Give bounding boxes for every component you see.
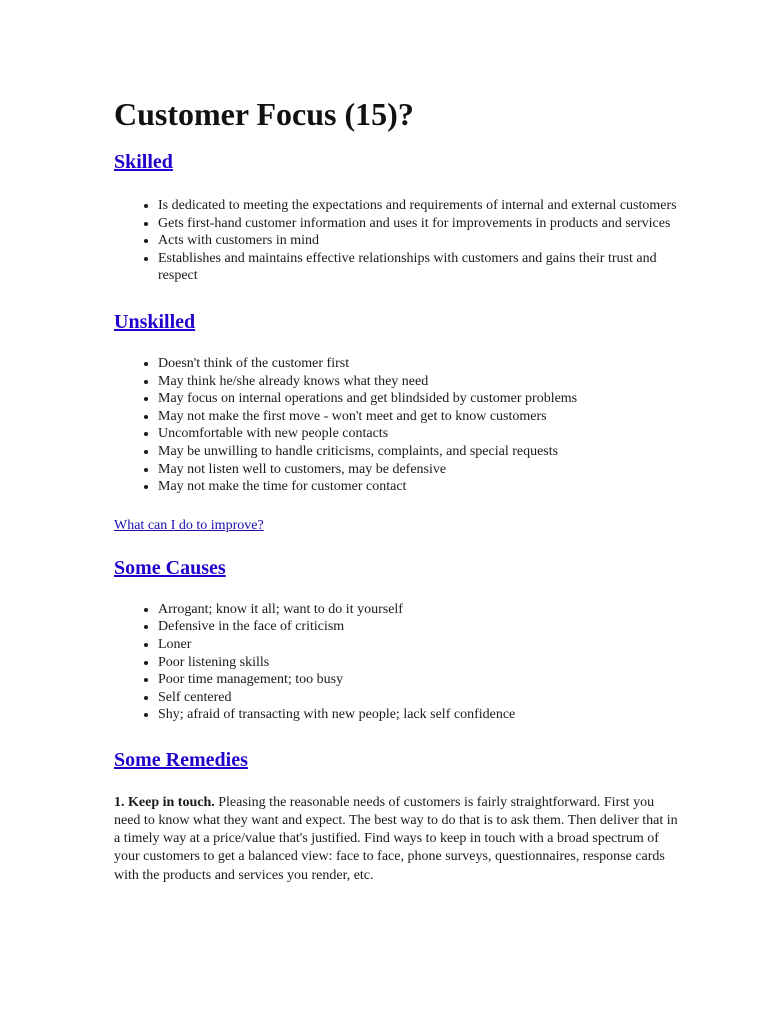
section-heading-unskilled (114, 309, 678, 335)
improve-link-row (114, 516, 678, 535)
remedies-heading-link[interactable]: Some Remedies (114, 748, 248, 771)
list-item: • Shy; afraid of transacting with new people; lack self confidence (158, 706, 678, 724)
list-item: • May not make the time for customer contact (158, 478, 678, 496)
list-item: • May be unwilling to handle criticisms, complaints, and special requests (158, 443, 678, 461)
section-heading-skilled (114, 149, 678, 175)
remedy-lead: 1. Keep in touch. (114, 794, 215, 810)
list-item: • Poor time management; too busy (158, 671, 678, 689)
list-item: • Arrogant; know it all; want to do it yourself (158, 601, 678, 619)
list-item: • Poor listening skills (158, 654, 678, 672)
unskilled-list (114, 355, 678, 496)
skilled-list (114, 197, 678, 285)
section-heading-remedies (114, 747, 678, 773)
unskilled-heading-link[interactable]: Unskilled (114, 310, 196, 333)
list-item: • Defensive in the face of criticism (158, 618, 678, 636)
list-item: • May focus on internal operations and get blindsided by customer problems (158, 390, 678, 408)
list-item: • Gets first-hand customer information and uses it for improvements in products and services (158, 215, 678, 233)
list-item: • May think he/she already knows what they need (158, 373, 678, 391)
list-item: • May not make the first move - won't meet and get to know customers (158, 408, 678, 426)
list-item: • Acts with customers in mind (158, 232, 678, 250)
list-item: • Establishes and maintains effective relationships with customers and gains their trust and respect (158, 250, 678, 285)
remedy-text: Pleasing the reasonable needs of customers is fairly straightforward. First you need to know what they want and expect. The best way to do that is to ask them. Then deliver that in a timely way at a price/value that's justified. Find ways to keep in touch with a broad spectrum of your customers to get a balanced view: face to face, phone surveys, questionnaires, response cards with the products and services you render, etc. (114, 794, 678, 883)
section-heading-causes (114, 555, 678, 581)
skilled-heading-link[interactable]: Skilled (114, 151, 173, 173)
page-title: Customer Focus (15)? (114, 96, 414, 132)
list-item: • Is dedicated to meeting the expectations and requirements of internal and external customers (158, 197, 678, 215)
list-item: • Uncomfortable with new people contacts (158, 425, 678, 443)
list-item: • Doesn't think of the customer first (158, 355, 678, 373)
causes-heading-link[interactable]: Some Causes (114, 556, 226, 579)
list-item: • Loner (158, 636, 678, 654)
list-item: • Self centered (158, 689, 678, 707)
list-item: • May not listen well to customers, may be defensive (158, 461, 678, 479)
remedy-paragraph (114, 794, 678, 885)
improve-link[interactable]: What can I do to improve? (114, 517, 264, 533)
causes-list (114, 601, 678, 724)
